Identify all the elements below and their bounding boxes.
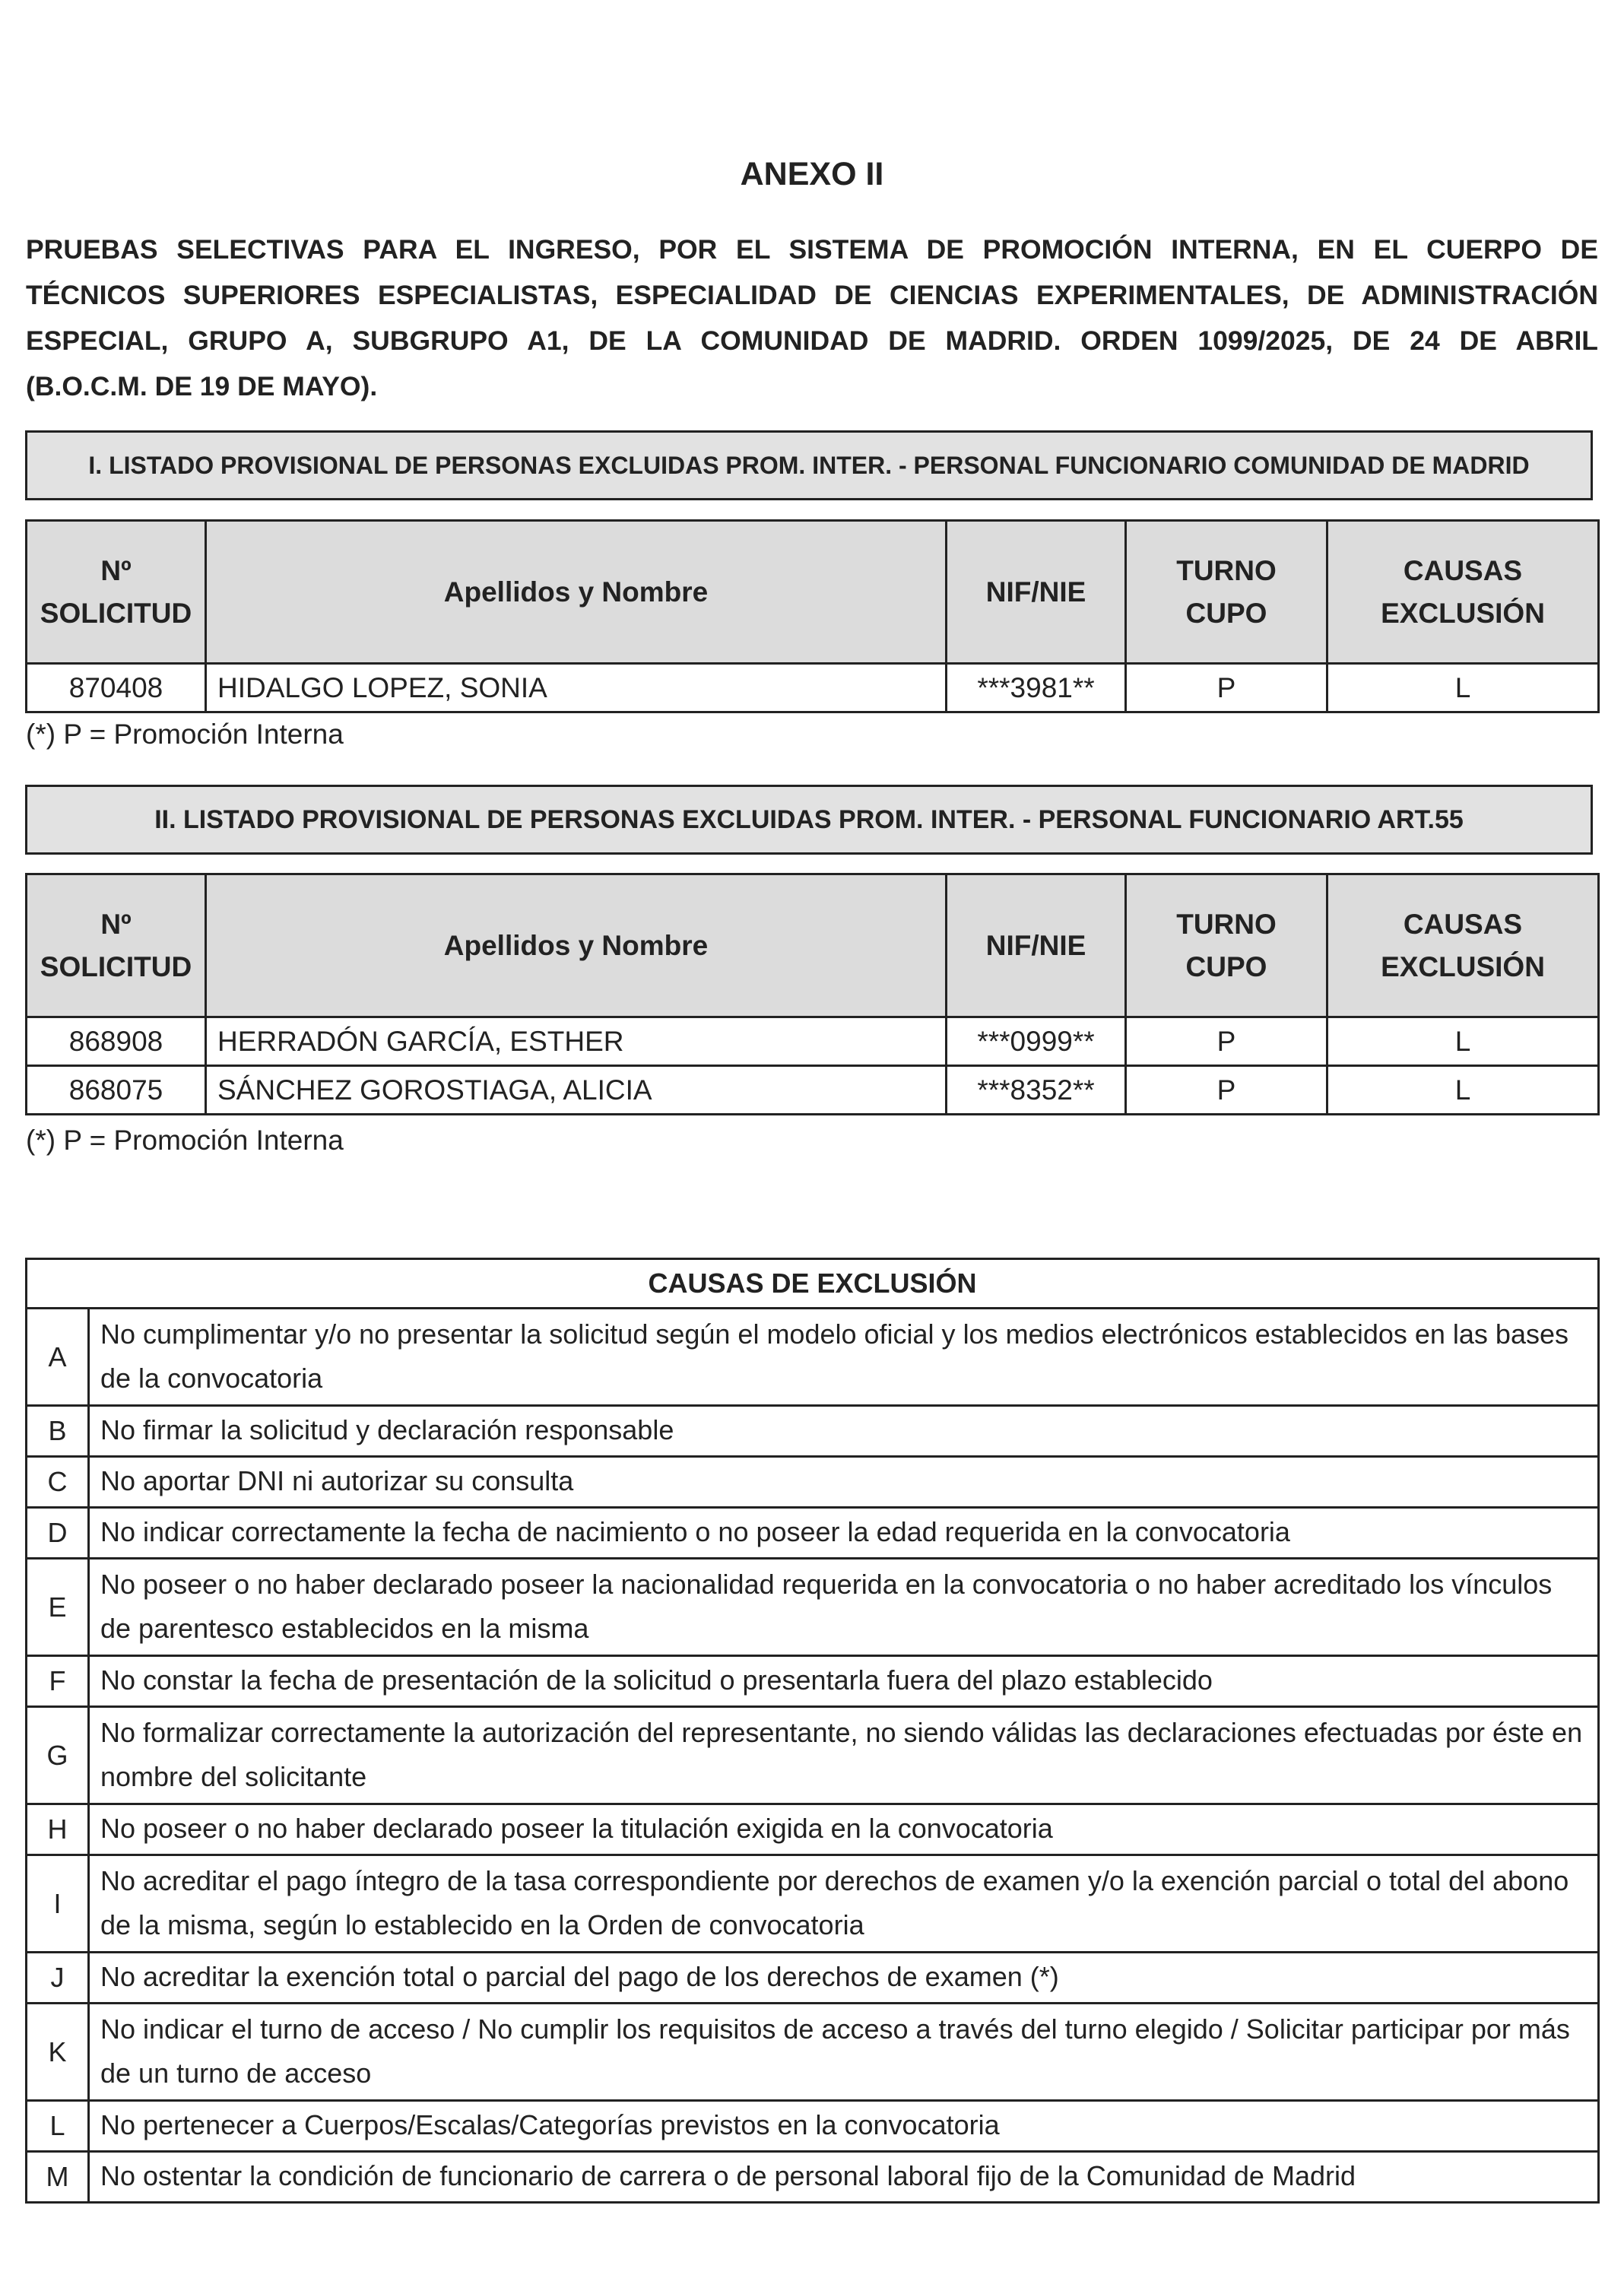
cell-turno: P xyxy=(1126,1066,1327,1115)
cell-turno: P xyxy=(1126,664,1327,712)
cell-nif: ***3981** xyxy=(947,664,1126,712)
intro-line: TÉCNICOS SUPERIORES ESPECIALISTAS, ESPECIALIDAD DE CIENCIAS EXPERIMENTALES, DE ADMINISTRACIÓN xyxy=(26,280,1598,310)
intro-line: ESPECIAL, GRUPO A, SUBGRUPO A1, DE LA COMUNIDAD DE MADRID. ORDEN 1099/2025, DE 24 DE ABRIL xyxy=(26,325,1598,356)
cause-code: A xyxy=(27,1309,89,1406)
cause-description: No pertenecer a Cuerpos/Escalas/Categorías previstos en la convocatoria xyxy=(89,2101,1599,2152)
cause-row xyxy=(27,1707,1599,1804)
cause-row xyxy=(27,1406,1599,1457)
cause-row xyxy=(27,1953,1599,2004)
header-text: CUPO xyxy=(1185,950,1267,982)
cell-num: 868075 xyxy=(27,1066,206,1115)
cause-row xyxy=(27,1804,1599,1855)
header-text: Nº xyxy=(100,908,132,940)
column-header-num xyxy=(27,521,206,664)
cause-code: B xyxy=(27,1406,89,1457)
header-text: EXCLUSIÓN xyxy=(1381,950,1545,982)
column-header-causas xyxy=(1327,874,1599,1017)
section-1-title: I. LISTADO PROVISIONAL DE PERSONAS EXCLUIDAS PROM. INTER. - PERSONAL FUNCIONARIO COMUNIDAD DE MADRID xyxy=(25,430,1593,500)
cause-code: M xyxy=(27,2152,89,2203)
header-text: CAUSAS xyxy=(1403,554,1523,586)
cause-code: G xyxy=(27,1707,89,1804)
cell-causa: L xyxy=(1327,1017,1599,1066)
cause-row xyxy=(27,2101,1599,2152)
causes-title-row xyxy=(27,1259,1599,1309)
cause-row xyxy=(27,1309,1599,1406)
cause-description: No acreditar la exención total o parcial del pago de los derechos de examen (*) xyxy=(89,1953,1599,2004)
column-header-nif: NIF/NIE xyxy=(947,874,1126,1017)
cause-row xyxy=(27,1508,1599,1559)
cell-nif: ***8352** xyxy=(947,1066,1126,1115)
cause-description: No firmar la solicitud y declaración responsable xyxy=(89,1406,1599,1457)
cell-causa: L xyxy=(1327,1066,1599,1115)
cause-description: No poseer o no haber declarado poseer la nacionalidad requerida en la convocatoria o no haber acreditado los vínculos de parentesco establecidos en la misma xyxy=(89,1559,1599,1656)
table-row xyxy=(27,1066,1599,1115)
section-2-table xyxy=(25,873,1600,1115)
section-1-table xyxy=(25,519,1600,713)
cause-description: No poseer o no haber declarado poseer la titulación exigida en la convocatoria xyxy=(89,1804,1599,1855)
header-text: SOLICITUD xyxy=(40,597,192,629)
cause-description: No formalizar correctamente la autorización del representante, no siendo válidas las declaraciones efectuadas por éste en nombre del solicitante xyxy=(89,1707,1599,1804)
cell-name: HIDALGO LOPEZ, SONIA xyxy=(206,664,947,712)
causes-title: CAUSAS DE EXCLUSIÓN xyxy=(27,1259,1599,1309)
cell-name: HERRADÓN GARCÍA, ESTHER xyxy=(206,1017,947,1066)
column-header-num xyxy=(27,874,206,1017)
cause-code: D xyxy=(27,1508,89,1559)
header-text: EXCLUSIÓN xyxy=(1381,597,1545,629)
cause-description: No indicar el turno de acceso / No cumplir los requisitos de acceso a través del turno elegido / Solicitar participar por más de un turno de acceso xyxy=(89,2004,1599,2101)
column-header-nif: NIF/NIE xyxy=(947,521,1126,664)
intro-heading xyxy=(26,227,1598,409)
cell-num: 868908 xyxy=(27,1017,206,1066)
cause-description: No indicar correctamente la fecha de nacimiento o no poseer la edad requerida en la convocatoria xyxy=(89,1508,1599,1559)
table-header-row xyxy=(27,521,1599,664)
table-row xyxy=(27,664,1599,712)
section-2-title: II. LISTADO PROVISIONAL DE PERSONAS EXCLUIDAS PROM. INTER. - PERSONAL FUNCIONARIO ART.55 xyxy=(25,785,1593,855)
exclusion-causes-table xyxy=(25,1258,1600,2204)
cause-row xyxy=(27,2004,1599,2101)
cell-num: 870408 xyxy=(27,664,206,712)
cause-code: F xyxy=(27,1656,89,1707)
cause-code: I xyxy=(27,1855,89,1953)
cause-code: H xyxy=(27,1804,89,1855)
column-header-turno xyxy=(1126,874,1327,1017)
cause-row xyxy=(27,1457,1599,1508)
page-title: ANEXO II xyxy=(740,156,884,192)
cause-description: No cumplimentar y/o no presentar la solicitud según el modelo oficial y los medios electrónicos establecidos en las bases de la convocatoria xyxy=(89,1309,1599,1406)
header-text: Nº xyxy=(100,554,132,586)
intro-line: (B.O.C.M. DE 19 DE MAYO). xyxy=(26,371,378,401)
intro-line: PRUEBAS SELECTIVAS PARA EL INGRESO, POR EL SISTEMA DE PROMOCIÓN INTERNA, EN EL CUERPO DE xyxy=(26,234,1598,265)
cause-row xyxy=(27,1855,1599,1953)
table-header-row xyxy=(27,874,1599,1017)
cell-nif: ***0999** xyxy=(947,1017,1126,1066)
cause-code: K xyxy=(27,2004,89,2101)
cause-description: No constar la fecha de presentación de la solicitud o presentarla fuera del plazo establecido xyxy=(89,1656,1599,1707)
cause-row xyxy=(27,2152,1599,2203)
table-row xyxy=(27,1017,1599,1066)
cause-description: No ostentar la condición de funcionario de carrera o de personal laboral fijo de la Comunidad de Madrid xyxy=(89,2152,1599,2203)
cell-causa: L xyxy=(1327,664,1599,712)
column-header-turno xyxy=(1126,521,1327,664)
header-text: CAUSAS xyxy=(1403,908,1523,940)
cause-code: J xyxy=(27,1953,89,2004)
column-header-name: Apellidos y Nombre xyxy=(206,874,947,1017)
cause-description: No aportar DNI ni autorizar su consulta xyxy=(89,1457,1599,1508)
footnote: (*) P = Promoción Interna xyxy=(26,1125,344,1156)
header-text: SOLICITUD xyxy=(40,950,192,982)
footnote: (*) P = Promoción Interna xyxy=(26,719,344,750)
cause-code: C xyxy=(27,1457,89,1508)
column-header-name: Apellidos y Nombre xyxy=(206,521,947,664)
cause-row xyxy=(27,1656,1599,1707)
cause-code: L xyxy=(27,2101,89,2152)
cause-code: E xyxy=(27,1559,89,1656)
header-text: TURNO xyxy=(1176,554,1277,586)
cause-description: No acreditar el pago íntegro de la tasa correspondiente por derechos de examen y/o la exención parcial o total del abono de la misma, según lo establecido en la Orden de convocatoria xyxy=(89,1855,1599,1953)
header-text: CUPO xyxy=(1185,597,1267,629)
cell-turno: P xyxy=(1126,1017,1327,1066)
header-text: TURNO xyxy=(1176,908,1277,940)
column-header-causas xyxy=(1327,521,1599,664)
cause-row xyxy=(27,1559,1599,1656)
cell-name: SÁNCHEZ GOROSTIAGA, ALICIA xyxy=(206,1066,947,1115)
